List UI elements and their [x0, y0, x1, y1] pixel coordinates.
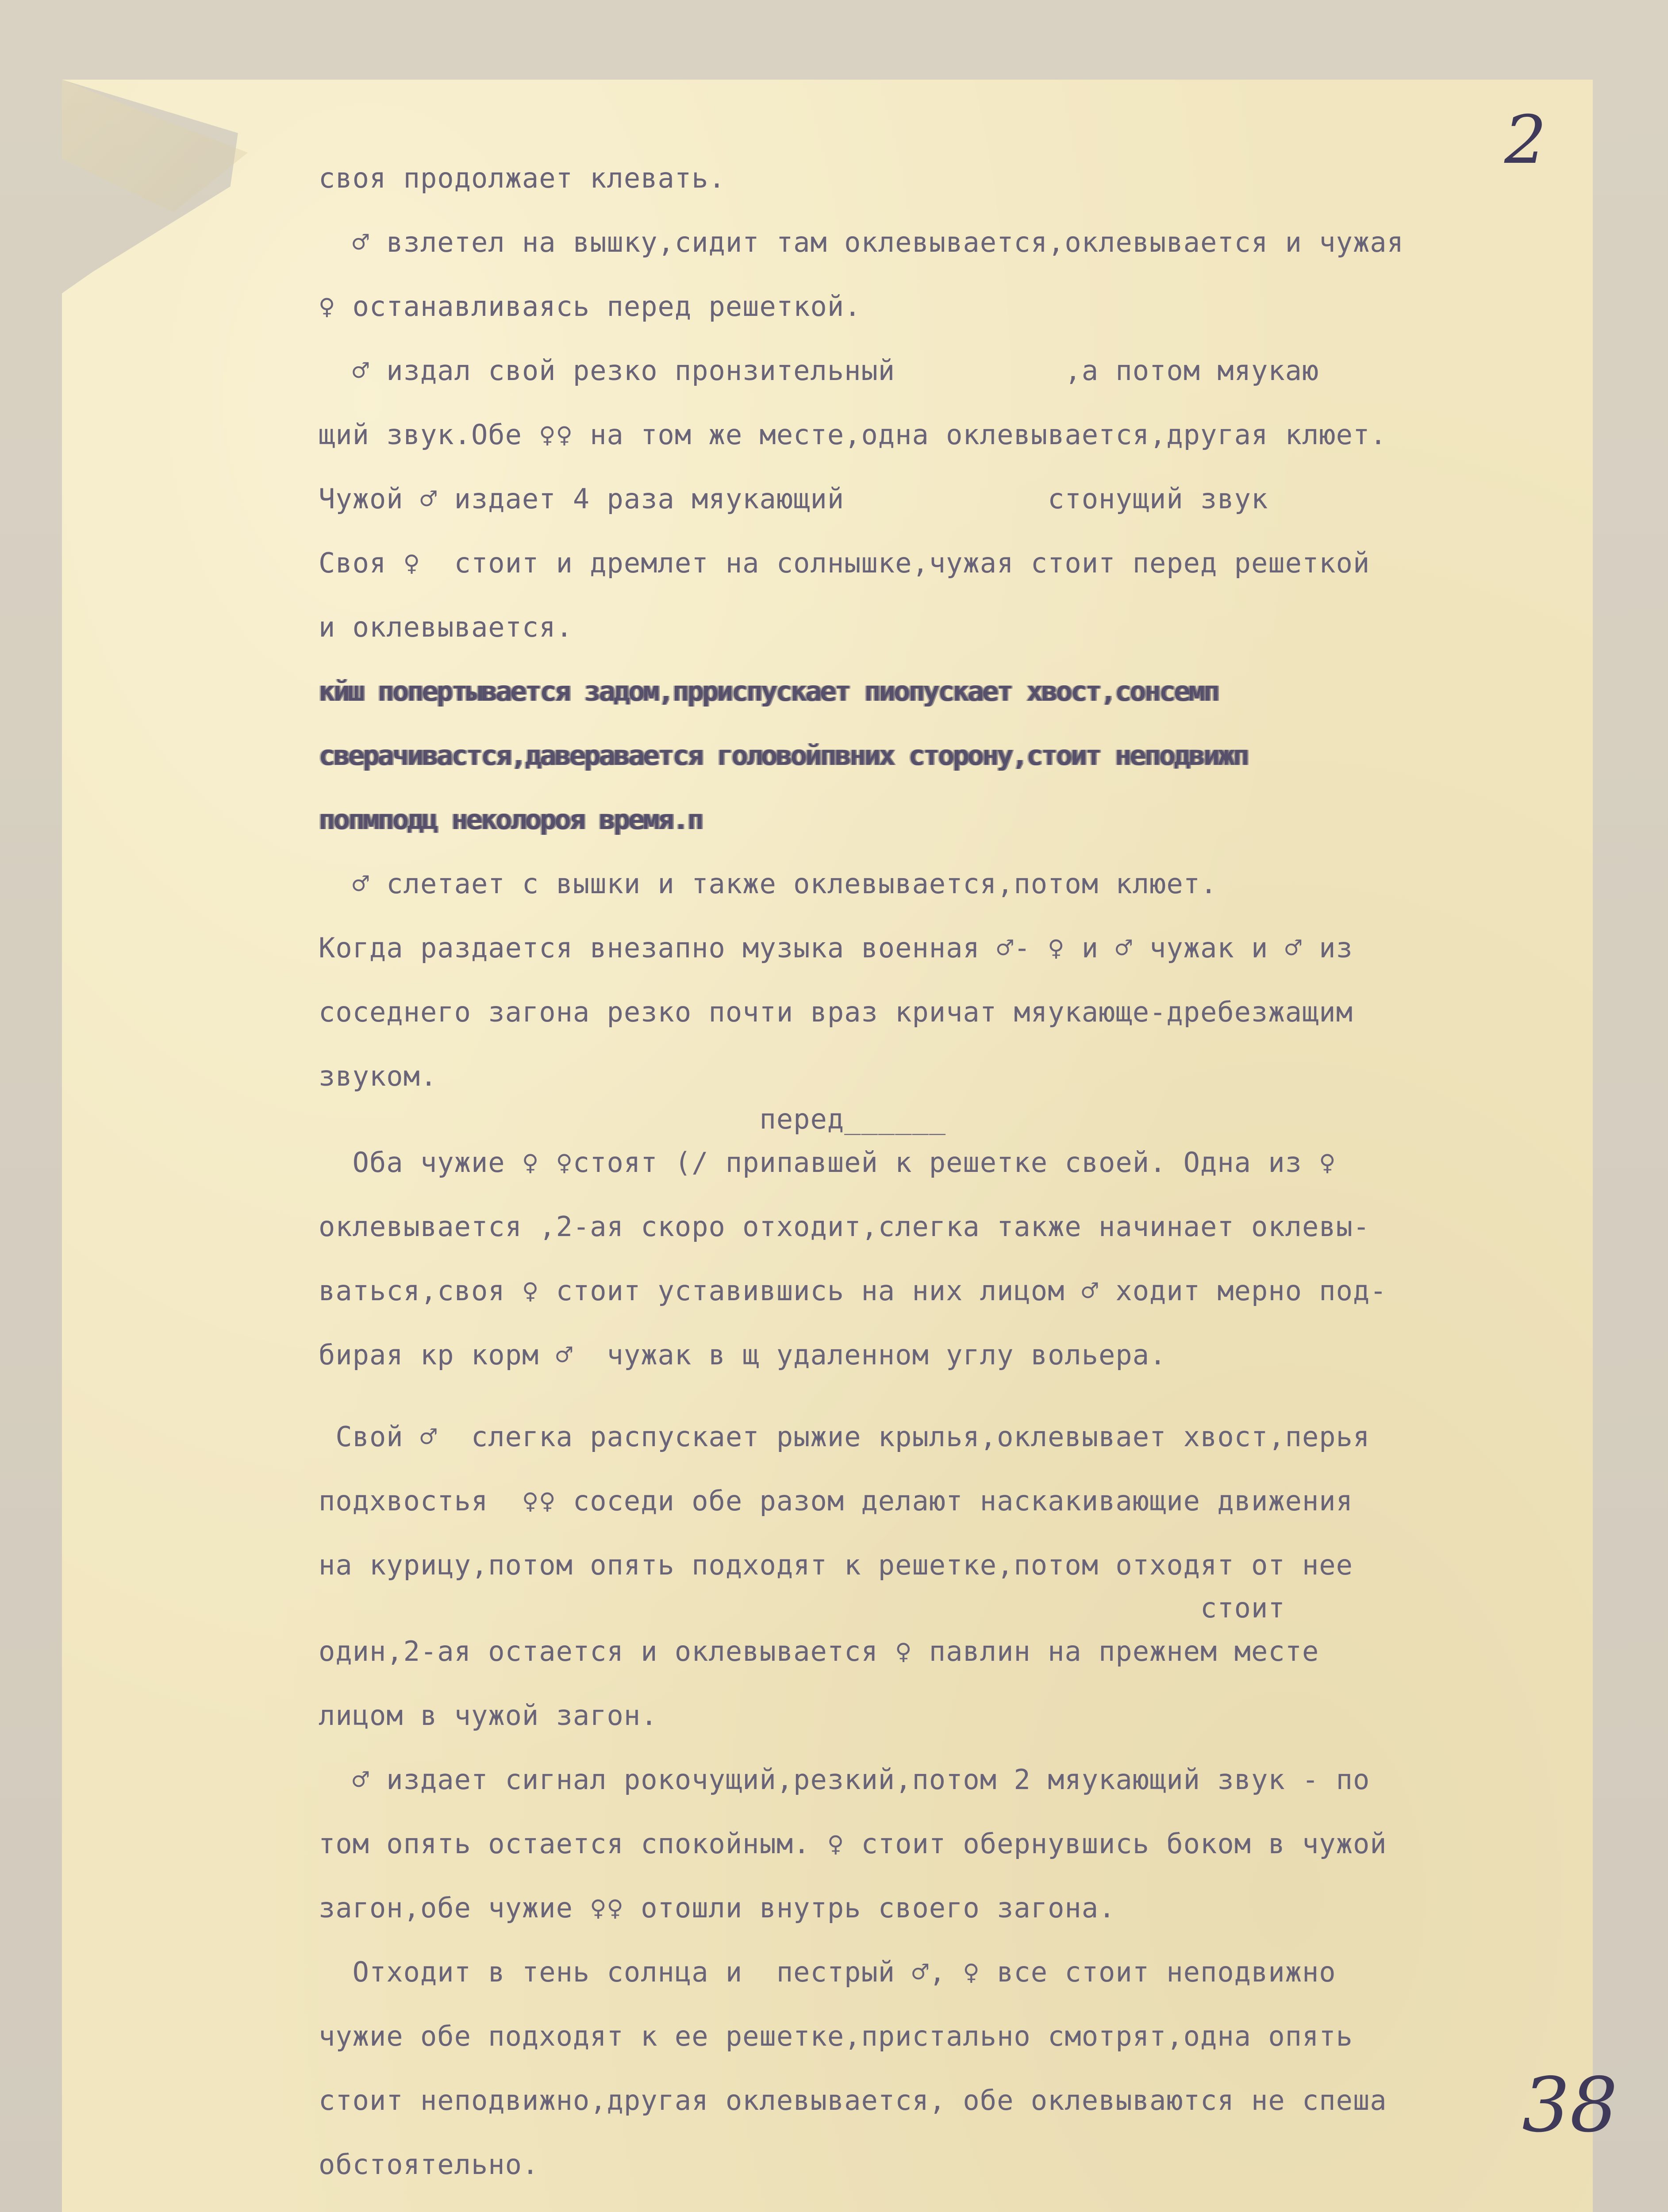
- text-line: один,2-ая остается и оклевывается ♀ павлин на прежнем месте: [319, 1635, 1319, 1667]
- interlinear-insert: стоит: [319, 1592, 1285, 1624]
- interlinear-insert: перед______: [319, 1103, 946, 1135]
- text-line: ♂ издает сигнал рокочущий,резкий,потом 2 мяукающий звук - по: [319, 1763, 1370, 1796]
- page-number-bottom: 38: [1522, 2062, 1618, 2149]
- text-line: подхвостья ♀♀ соседи обе разом делают наскакивающие движения: [319, 1485, 1353, 1517]
- overstruck-line: сверачивастся,даверавается головойпвних сторону,стоит неподвижп: [319, 739, 1248, 772]
- typed-body: [319, 146, 1602, 2197]
- text-line: ваться,своя ♀ стоит уставившись на них лицом ♂ ходит мерно под-: [319, 1275, 1387, 1307]
- text-line: Когда раздается внезапно музыка военная ♂- ♀ и ♂ чужак и ♂ из: [319, 932, 1353, 964]
- text-line: ♀ останавливаясь перед решеткой.: [319, 290, 861, 323]
- text-line: Отходит в тень солнца и пестрый ♂, ♀ все стоит неподвижно: [319, 1956, 1336, 1988]
- text-line: Свой ♂ слегка распускает рыжие крылья,оклевывает хвост,перья: [319, 1421, 1370, 1453]
- text-line: том опять остается спокойным. ♀ стоит обернувшись боком в чужой: [319, 1828, 1387, 1860]
- text-line: обстоятельно.: [319, 2148, 539, 2181]
- text-line: ♂ взлетел на вышку,сидит там оклевывается,оклевывается и чужая: [319, 226, 1404, 258]
- text-line: оклевывается ,2-ая скоро отходит,слегка также начинает оклевы-: [319, 1210, 1370, 1243]
- overstruck-line: кйш попертывается задом,прриспускает пиопускает хвост,сонсемп: [319, 675, 1218, 707]
- text-line: соседнего загона резко почти враз кричат мяукающе-дребезжащим: [319, 996, 1353, 1028]
- text-line: бирая кр корм ♂ чужак в щ удаленном углу вольера.: [319, 1339, 1167, 1371]
- paragraph-gap: [319, 1387, 1602, 1405]
- text-line: звуком.: [319, 1060, 438, 1092]
- text-line: лицом в чужой загон.: [319, 1699, 658, 1732]
- text-line: ♂ слетает с вышки и также оклевывается,потом клюет.: [319, 868, 1218, 900]
- text-line: Чужой ♂ издает 4 раза мяукающий стонущий звук: [319, 483, 1268, 515]
- text-line: чужие обе подходят к ее решетке,пристально смотрят,одна опять: [319, 2020, 1353, 2052]
- text-line: Оба чужие ♀ ♀стоят (/ припавшей к решетке своей. Одна из ♀: [319, 1146, 1336, 1179]
- text-line: стоит неподвижно,другая оклевывается, обе оклевываются не спеша: [319, 2084, 1387, 2116]
- text-line: своя продолжает клевать.: [319, 162, 726, 194]
- overstruck-line: попмподц неколороя время.п: [319, 803, 702, 836]
- text-line: Своя ♀ стоит и дремлет на солнышке,чужая стоит перед решеткой: [319, 547, 1370, 579]
- text-line: ♂ издал свой резко пронзительный ,а потом мяукаю: [319, 354, 1319, 387]
- text-line: и оклевывается.: [319, 611, 573, 643]
- page-number-top: 2: [1504, 102, 1547, 179]
- text-line: щий звук.Обе ♀♀ на том же месте,одна оклевывается,другая клюет.: [319, 419, 1387, 451]
- text-line: на курицу,потом опять подходят к решетке,потом отходят от нее: [319, 1549, 1353, 1581]
- text-line: загон,обе чужие ♀♀ отошли внутрь своего загона.: [319, 1892, 1116, 1924]
